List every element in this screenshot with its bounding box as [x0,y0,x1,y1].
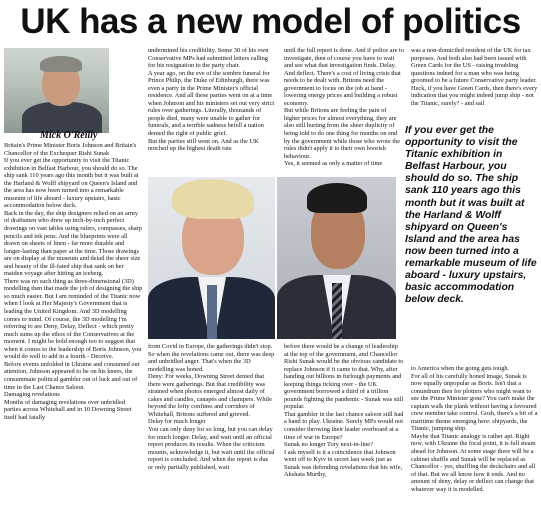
article-column-2-bottom: from Covid in Europe, the gatherings didn't stop. So when the revelations came out, there was deep and unbridled anger. That's when the 3D modelling was honed. Deny: For weeks, Downing Street denied that there were gatherings. But that credibility was strained when photos emerged almost daily of cakes and candles, canapés and champers. While beyond the lofty confines and corridors of Whitehall, Britons suffered and grieved. Delay for much longer You can only deny for so long, but you can delay for much longer. Delay, and wait until an official report produces its results. When the criticism mounts, acknowledge it, but wait until the official report is concluded. And when the report is due or only partially published, wait [148,343,275,471]
pull-quote: If you ever get the opportunity to visit the Titanic exhibition in Belfast Harbour, you should do so. The ship sank 110 years ago this month but it was built at the Harland & Wolff shipyard on Queen's Island and the area has now been turned into a remarkable museum of life aboard - luxury upstairs, basic accommodation below deck. [405,125,537,306]
headline: UK has a new model of politics [20,2,521,41]
article-column-1: Britain's Prime Minister Boris Johnson and Britain's Chancellor of the Exchequer Rishi Sunak If you ever get the opportunity to visit the Titanic exhibition in Belfast Harbour, you should do so. The ship sank 110 years ago this month but it was built at the Harland & Wolff shipyard on Queen's Island and the area has now been turned into a remarkable museum of life aboard - luxury upstairs, basic accommodation below deck. Back in the day, the ship designers relied on an army of draftsmen who drew up inch-by-inch perfect drawings on vast tables using rulers, compasses, sharp pencils and ink pens. And the blueprints were all drawn on sheets of linen - far more durable and longer-lasting than paper at the time. Those drawings are on display at the museum and detail the sheer size and beauty of the ill-fated ship that sank on her maiden voyage after hitting an iceberg. There was no such thing as three-dimensional (3D) modelling then that made the job of designing the ship so much easier. But I am reminded of the Titanic now when I look at Her Majesty's Government that is leading the United Kingdom. And 3D modelling comes to mind. Of course, the 3D modelling I'm referring to are Deny, Delay, Deflect - which pretty much sums up the ethos of the Conservatives at the moment. I might be bold enough too to suggest that when it comes to the leadership of Boris Johnson, you would do well to add in a fourth - Deceive. Before events unfolded in Ukraine and consumed our attention, Johnson appeared to be on his knees, the consummate political gambler out of luck and out of time in the Last Chance Saloon. Damaging revelations Months of damaging revelations over unbridled parties across Whitehall and in 10 Downing Street itself had fatally [4,142,143,421]
article-column-2-top: undermined his credibility. Some 30 of his own Conservative MPs had submitted letters calling for his resignation to the party chair. A year ago, on the eve of the sombre funeral for Prince Philip, the Duke of Edinburgh, there was even a party in the Prime Minister's official residence. And all these parties went on at a time when Johnson and his ministers set out very strict rules over gatherings. Literally, thousands of people died, many were unable to gather for funerals, and a terrible sadness befell a nation denied the right of public grief. But the parties still went on. And as the UK notched up the highest death rate [148,47,275,153]
article-column-3-top: until the full report is done. And if police are to investigate, then of course you have to wait and see what that investigation finds. Delay. And deflect. There's a cost of living crisis that needs to be dealt with. Britons need the government to focus on the job at hand - lowering energy prices and building a robust economy. But while Britons are feeling the pain of higher prices for almost everything, they are also still hurting from the sheer duplicity of being told to do one thing for months on end by the government while those who wrote the rules didn't apply it to their own boorish behaviour. Yes, it seemed as only a matter of time [284,47,404,168]
article-column-4-bottom: to America when the going gets tough. For all of his carefully honed image, Sunak is now equally unpopular as Boris. Isn't that a conundrum then for plotters who might want to see the Prime Minister gone? You can't make the captain walk the plank without having a favoured crew member take control. Gosh, there's a bit of a maritime theme emerging here: shipyards, the Titanic, jumping ship. Maybe that Titanic analogy is rather apt. Right now, with Ukraine the focal point, it is full steam ahead for Johnson. At some stage there will be a cabinet shuffle and Sunak will be replaced as Chancellor - yes, shuffling the deckchairs and all of that. But we all know how it ends. And no amount of deny, delay or deflect can change that whatever way it is modelled. [411,365,538,493]
article-column-3-bottom: before there would be a change of leadership at the top of the government, and Chancellor Rishi Sunak would be the obvious candidate to replace Johnson if it came to that. Why, after handing out billions in furlough payments and keeping things ticking over - the UK government borrowed a third of a trillion pounds fighting the pandemic - Sunak was still popular. That gambler in the last chance saloon still had a hand to play. Ukraine. Surely MPs would not consider throwing their leader overboard at a time of war in Europe? Sunak no longer Tory next-in-line? I ask myself is it a coincidence that Johnson went off to Kyiv in secret last week just as Sunak was defending revelations that his wife, Akshata Murthy, [284,343,404,479]
author-photo [4,48,109,133]
byline: Mick O'Reilly [40,130,98,141]
article-column-4-top: was a non-domiciled resident of the UK for tax purposes. And both also had been issued with Green Cards for the US - raising troubling questions indeed for a man who was being groomed to be a future Conservative party leader. Heck, if you have Green Cards, then there's every indication that you might indeed jump ship - not the Titanic, surely? - and sail [411,47,538,107]
sunak-photo [277,177,396,339]
johnson-photo [148,177,275,339]
